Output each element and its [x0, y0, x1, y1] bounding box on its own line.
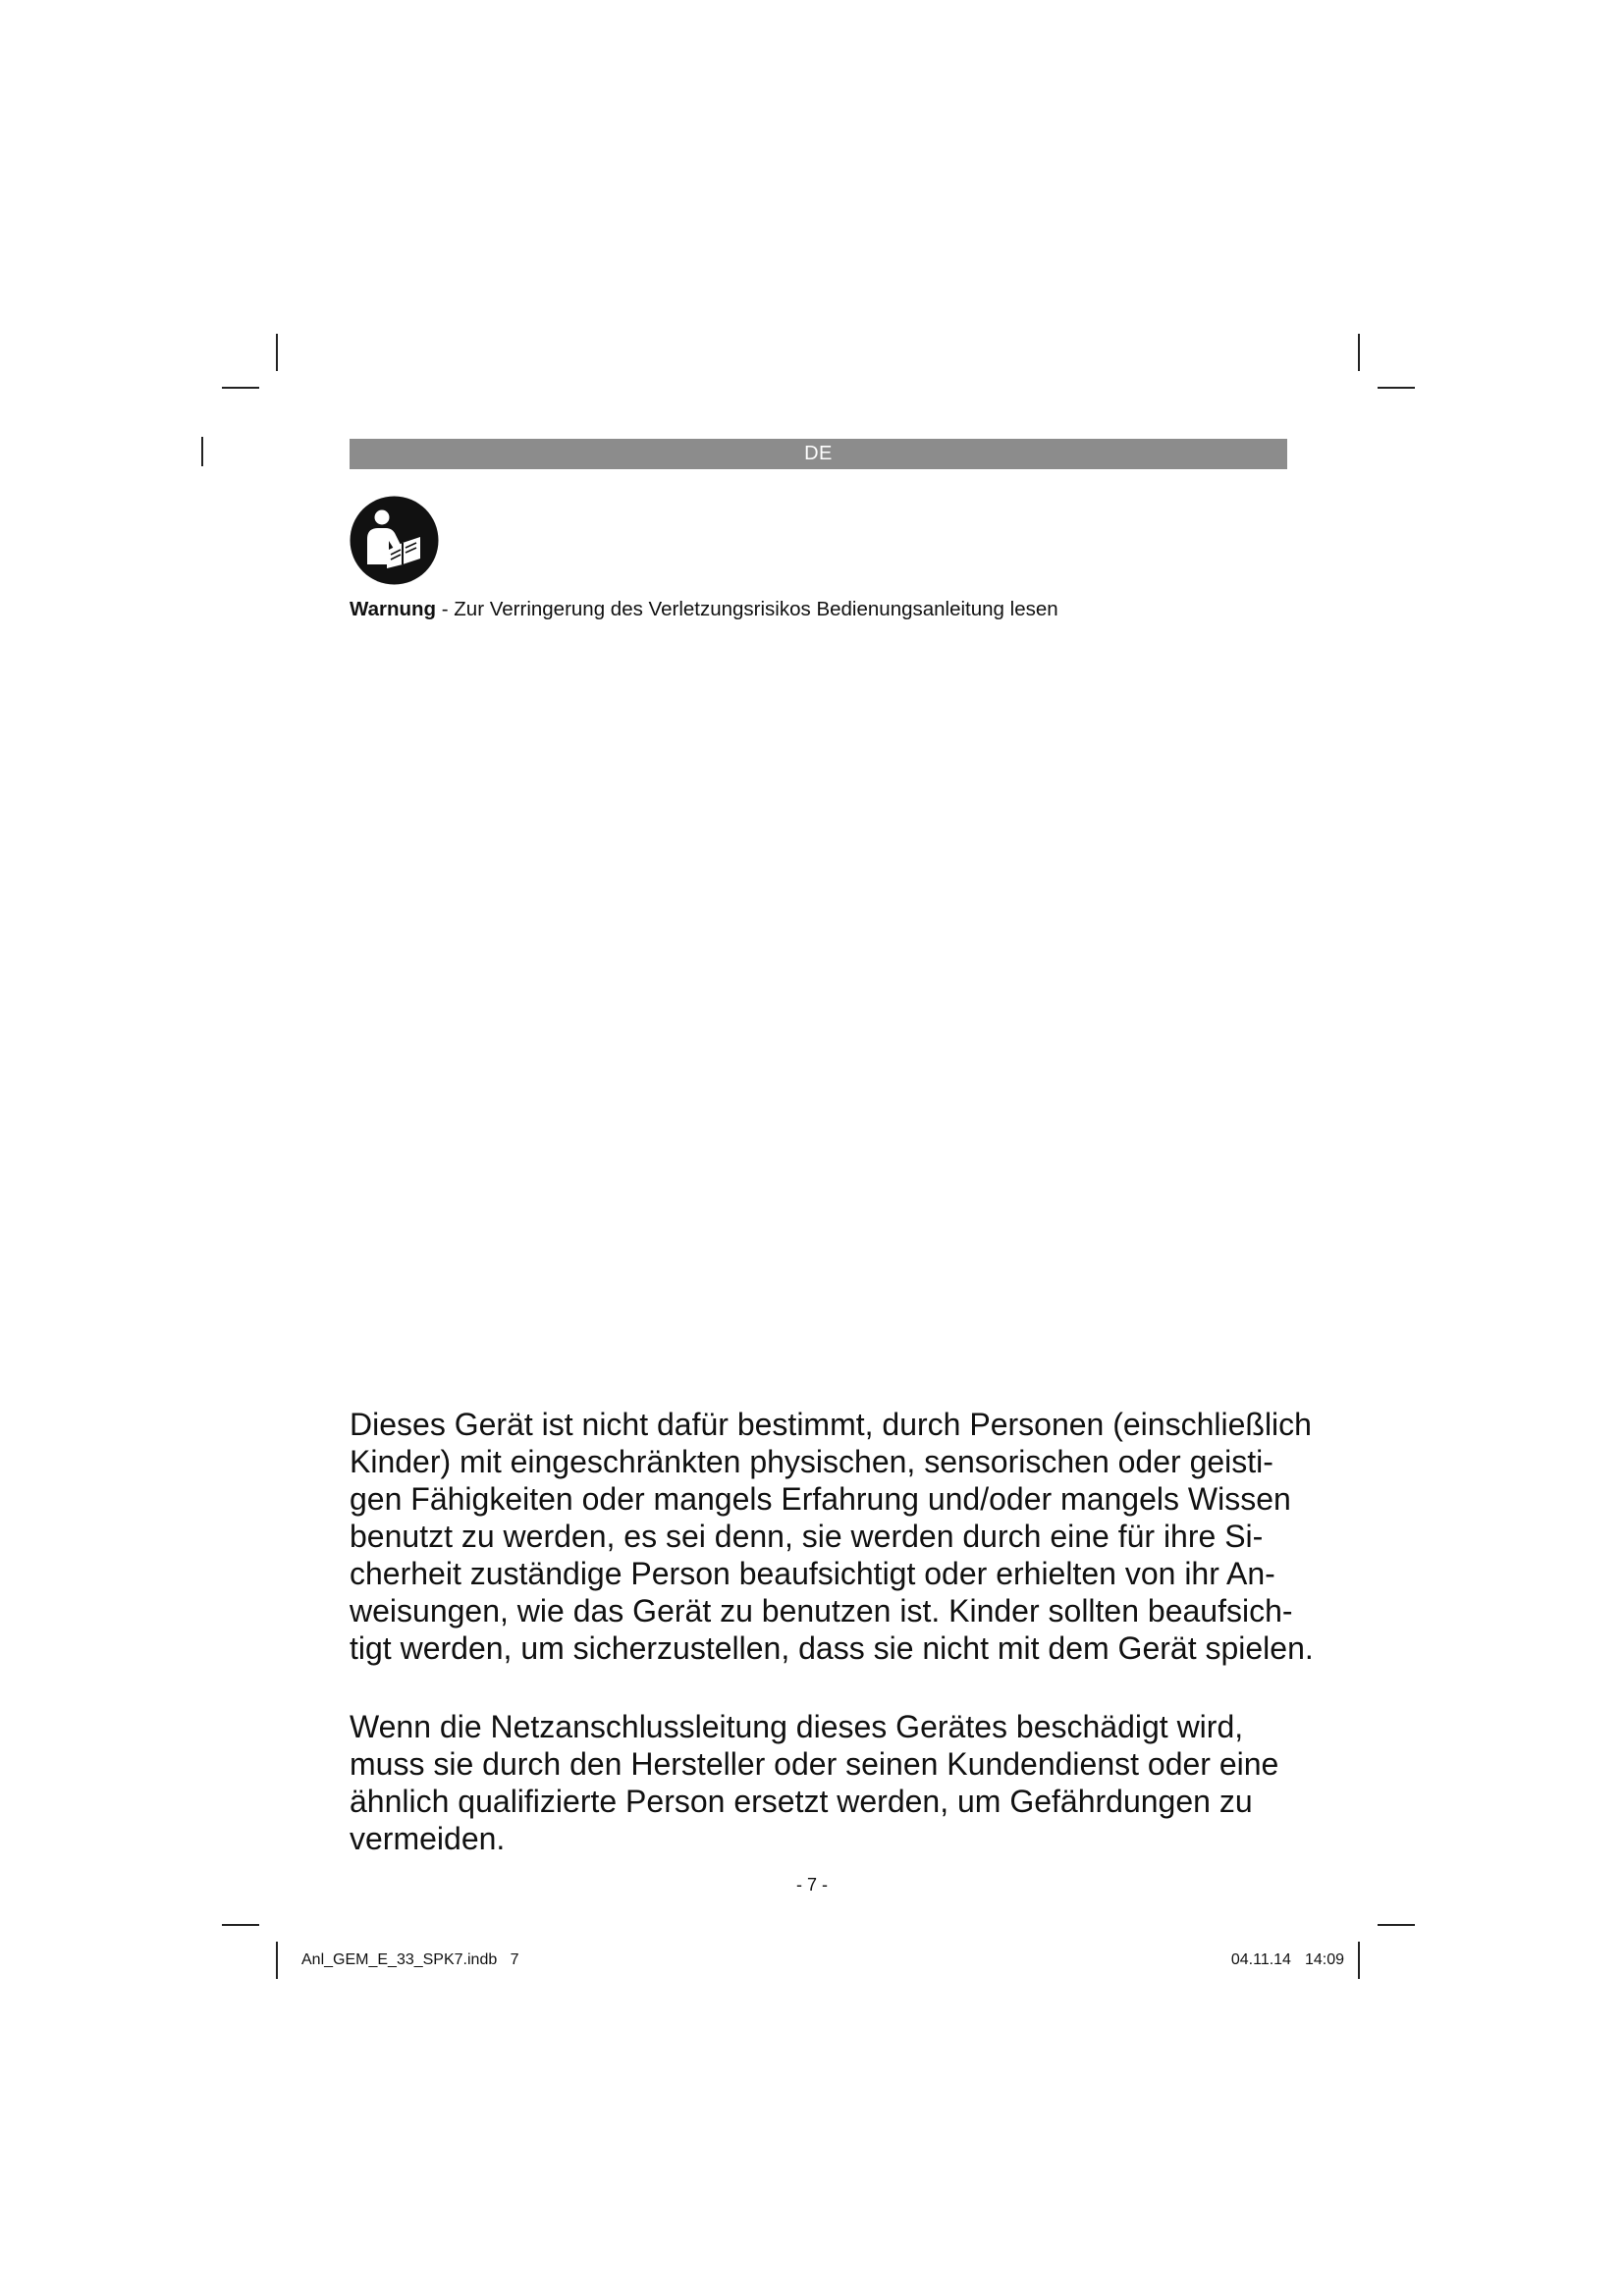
crop-mark-top-left-horizontal: [222, 387, 259, 389]
footer-timestamp: [1231, 1951, 1344, 1969]
crop-mark-bottom-right-horizontal: [1378, 1924, 1415, 1926]
paragraph-line: cherheit zuständige Person beaufsichtigt oder erhielten von ihr An-: [350, 1556, 1275, 1591]
crop-mark-bottom-right-vertical: [1358, 1942, 1360, 1979]
crop-mark-top-left-vertical: [276, 334, 278, 371]
paragraph-line: muss sie durch den Hersteller oder seinen Kundendienst oder eine: [350, 1746, 1279, 1782]
crop-mark-top-right-vertical: [1358, 334, 1360, 371]
warning-text: Zur Verringerung des Verletzungsrisikos Bedienungsanleitung lesen: [454, 598, 1058, 620]
fold-mark-left: [201, 437, 203, 466]
safety-paragraph-supervision: [350, 1406, 1314, 1667]
paragraph-line: gen Fähigkeiten oder mangels Erfahrung und/oder mangels Wissen: [350, 1481, 1291, 1517]
paragraph-line: vermeiden.: [350, 1821, 506, 1856]
footer-time: 14:09: [1304, 1951, 1344, 1968]
paragraph-line: ähnlich qualifizierte Person ersetzt werden, um Gefährdungen zu: [350, 1784, 1253, 1819]
crop-mark-top-right-horizontal: [1378, 387, 1415, 389]
crop-mark-bottom-left-vertical: [276, 1942, 278, 1979]
paragraph-line: weisungen, wie das Gerät zu benutzen ist. Kinder sollten beaufsich-: [350, 1593, 1293, 1629]
crop-mark-bottom-left-horizontal: [222, 1924, 259, 1926]
paragraph-line: Wenn die Netzanschlussleitung dieses Gerätes beschädigt wird,: [350, 1709, 1244, 1744]
read-manual-icon: [350, 496, 439, 585]
safety-paragraph-power-cord: [350, 1708, 1292, 1857]
warning-separator: -: [436, 598, 455, 620]
language-code: DE: [804, 443, 833, 464]
paragraph-line: tigt werden, um sicherzustellen, dass sie nicht mit dem Gerät spielen.: [350, 1630, 1314, 1666]
paragraph-line: benutzt zu werden, es sei denn, sie werden durch eine für ihre Si-: [350, 1519, 1264, 1554]
paragraph-line: Kinder) mit eingeschränkten physischen, sensorischen oder geisti-: [350, 1444, 1273, 1479]
warning-caption: [350, 597, 1058, 622]
paragraph-line: Dieses Gerät ist nicht dafür bestimmt, durch Personen (einschließlich: [350, 1407, 1312, 1442]
footer-filename: Anl_GEM_E_33_SPK7.indb 7: [301, 1951, 519, 1968]
warning-label: Warnung: [350, 598, 437, 620]
footer-date: 04.11.14: [1230, 1951, 1291, 1968]
page-number: - 7 -: [795, 1875, 828, 1895]
language-header-bar: [350, 439, 1287, 469]
